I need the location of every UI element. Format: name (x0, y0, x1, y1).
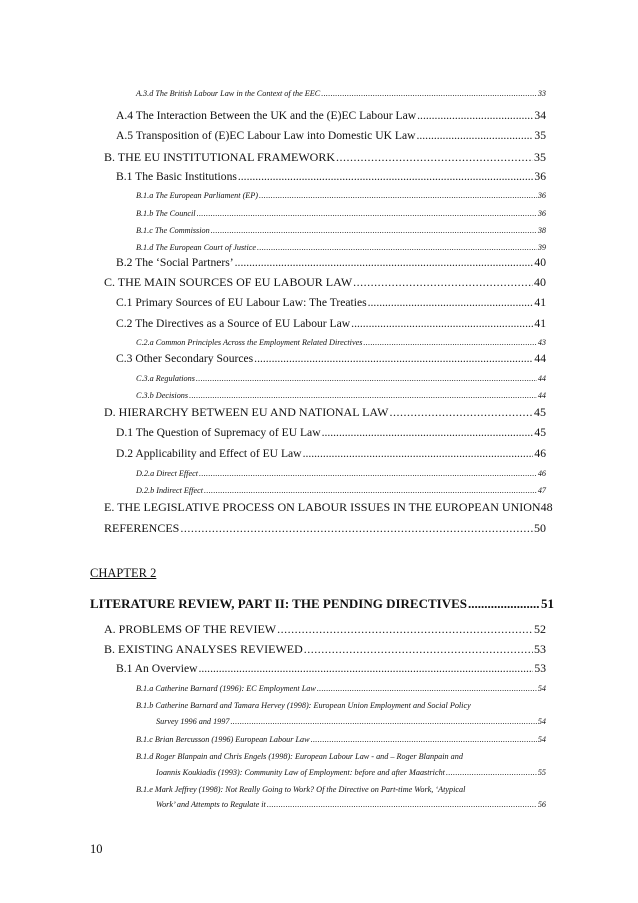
toc-entry[interactable] (116, 109, 546, 122)
toc-entry-page: 45 (534, 426, 546, 439)
toc-entry[interactable] (136, 684, 546, 693)
chapter-page: 51 (541, 596, 554, 611)
toc-entry[interactable] (116, 426, 546, 439)
toc-entry[interactable] (104, 622, 546, 637)
leader-dots (204, 486, 537, 495)
toc-entry-page: 36 (534, 170, 546, 183)
toc-entry[interactable] (104, 275, 546, 290)
toc-entry-title: C. THE MAIN SOURCES OF EU LABOUR LAW (104, 275, 353, 289)
leader-dots (196, 374, 537, 383)
leader-dots (254, 352, 533, 365)
leader-dots (446, 768, 537, 777)
toc-entry-page: 53 (534, 662, 546, 675)
toc-entry-page: 54 (537, 684, 546, 693)
toc-entry[interactable] (104, 405, 546, 420)
toc-entry-title-line1: B.1.d Roger Blanpain and Chris Engels (1998): European Labour Law - and – Roger Blanpain and (136, 752, 463, 761)
toc-entry-title: A.4 The Interaction Between the UK and the (E)EC Labour Law (116, 109, 417, 122)
toc-entry-title: B.1 The Basic Institutions (116, 170, 237, 183)
leader-dots (417, 109, 533, 122)
leader-dots (235, 256, 534, 269)
toc-entry[interactable] (136, 338, 546, 347)
leader-dots (468, 596, 540, 612)
toc-entry-page: 52 (534, 622, 546, 636)
toc-entry-page: 34 (534, 109, 546, 122)
toc-entry-page: 41 (534, 296, 546, 309)
toc-entry[interactable] (136, 486, 546, 495)
leader-dots (416, 129, 533, 142)
leader-dots (389, 405, 533, 420)
toc-entry[interactable] (116, 296, 546, 309)
toc-entry[interactable] (136, 226, 546, 235)
toc-entry-title-line1: B.1.b Catherine Barnard and Tamara Hervey (1998): European Union Employment and Social Policy (136, 701, 471, 710)
toc-entry[interactable] (116, 256, 546, 269)
toc-entry-title: D. HIERARCHY BETWEEN EU AND NATIONAL LAW (104, 405, 389, 419)
toc-entry-page: 50 (534, 521, 546, 535)
leader-dots (336, 150, 533, 165)
toc-entry-title: B.1.b The Council (136, 209, 196, 218)
leader-dots (351, 317, 533, 330)
toc-entry[interactable] (136, 735, 546, 744)
toc-entry[interactable] (116, 129, 546, 142)
leader-dots (353, 275, 533, 290)
leader-dots (304, 642, 533, 657)
toc-entry-page: 44 (537, 374, 546, 383)
toc-entry[interactable] (156, 717, 546, 726)
leader-dots (230, 717, 536, 726)
toc-entry[interactable] (116, 317, 546, 330)
toc-entry-title: D.2.a Direct Effect (136, 469, 198, 478)
toc-entry[interactable] (136, 469, 546, 478)
toc-entry-title: C.3 Other Secondary Sources (116, 352, 254, 365)
toc-entry[interactable] (136, 391, 546, 400)
leader-dots (259, 191, 537, 200)
toc-entry[interactable] (136, 89, 546, 98)
toc-entry-title: C.1 Primary Sources of EU Labour Law: The Treaties (116, 296, 367, 309)
toc-entry-page: 39 (537, 243, 546, 252)
toc-entry-title: B.2 The ‘Social Partners’ (116, 256, 234, 269)
toc-entry-page: 55 (537, 768, 546, 777)
toc-entry-title: C.3.b Decisions (136, 391, 189, 400)
toc-entry-page: 47 (537, 486, 546, 495)
toc-entry-page: 36 (537, 191, 546, 200)
leader-dots (189, 391, 537, 400)
toc-entry-title: B.1.c The Commission (136, 226, 210, 235)
toc-entry-page: 54 (537, 717, 546, 726)
leader-dots (257, 243, 537, 252)
toc-entry-page: 54 (537, 735, 546, 744)
toc-entry-page: 33 (537, 89, 546, 98)
toc-entry-page: 44 (537, 391, 546, 400)
chapter-title-entry[interactable] (90, 596, 554, 612)
leader-dots (180, 521, 533, 536)
leader-dots (211, 226, 537, 235)
leader-dots (198, 662, 533, 675)
toc-entry-page: 36 (537, 209, 546, 218)
toc-entry[interactable] (116, 662, 546, 675)
toc-entry-title: C.2 The Directives as a Source of EU Labour Law (116, 317, 351, 330)
toc-entry-title: B.1.a The European Parliament (EP) (136, 191, 259, 200)
chapter-title: LITERATURE REVIEW, PART II: THE PENDING DIRECTIVES (90, 596, 467, 611)
toc-entry-page: 35 (534, 129, 546, 142)
toc-entry-page: 40 (534, 275, 546, 289)
toc-entry-title: D.2.b Indirect Effect (136, 486, 203, 495)
toc-entry-title: A.5 Transposition of (E)EC Labour Law into Domestic UK Law (116, 129, 416, 142)
toc-entry[interactable] (136, 209, 546, 218)
leader-dots (368, 296, 534, 309)
leader-dots (311, 735, 537, 744)
toc-entry-title: C.3.a Regulations (136, 374, 195, 383)
leader-dots (321, 89, 537, 98)
toc-entry-page: 38 (537, 226, 546, 235)
toc-entry-page: 56 (537, 800, 546, 809)
toc-entry-title-line1: B.1.e Mark Jeffrey (1998): Not Really Going to Work? Of the Directive on Part-time Work, ‘Atypical (136, 785, 466, 794)
leader-dots (199, 469, 537, 478)
toc-entry[interactable] (156, 800, 546, 809)
toc-entry-title: A. PROBLEMS OF THE REVIEW (104, 622, 277, 636)
toc-entry[interactable] (116, 352, 546, 365)
toc-entry-title: B. EXISTING ANALYSES REVIEWED (104, 642, 303, 656)
toc-entry-page: 48 (540, 500, 553, 514)
toc-entry[interactable] (136, 243, 546, 252)
toc-entry-title: E. THE LEGISLATIVE PROCESS ON LABOUR ISSUES IN THE EUROPEAN UNION (104, 500, 541, 514)
toc-entry-title-line2: Work’ and Attempts to Regulate it (156, 800, 266, 809)
toc-entry-page: 43 (537, 338, 546, 347)
toc-entry-title-line2: Ioannis Koukiadis (1993): Community Law of Employment: before and after Maastricht (156, 768, 445, 777)
chapter-label: CHAPTER 2 (90, 566, 157, 580)
toc-entry[interactable] (156, 768, 546, 777)
toc-entry[interactable] (104, 642, 546, 657)
toc-entry-title-line2: Survey 1996 and 1997 (156, 717, 230, 726)
leader-dots (277, 622, 533, 637)
leader-dots (197, 209, 537, 218)
toc-entry-title: B. THE EU INSTITUTIONAL FRAMEWORK (104, 150, 335, 164)
toc-entry-title: A.3.d The British Labour Law in the Context of the EEC (136, 89, 321, 98)
toc-entry-title: D.2 Applicability and Effect of EU Law (116, 447, 302, 460)
toc-entry[interactable] (136, 374, 546, 383)
toc-entry-page: 35 (534, 150, 546, 164)
leader-dots (317, 684, 537, 693)
page-number: 10 (90, 842, 103, 856)
toc-entry-page: 41 (534, 317, 546, 330)
leader-dots (322, 426, 534, 439)
toc-entry-title: REFERENCES (104, 521, 180, 535)
toc-entry-page: 53 (534, 642, 546, 656)
toc-entry[interactable] (136, 191, 546, 200)
toc-entry[interactable] (116, 447, 546, 460)
leader-dots (238, 170, 534, 183)
toc-entry-title: C.2.a Common Principles Across the Employment Related Directives (136, 338, 363, 347)
toc-entry-page: 46 (534, 447, 546, 460)
toc-entry[interactable] (116, 170, 546, 183)
toc-entry[interactable] (104, 150, 546, 165)
toc-entry-title: B.1.a Catherine Barnard (1996): EC Employment Law (136, 684, 316, 693)
leader-dots (303, 447, 534, 460)
toc-entry-page: 45 (534, 405, 546, 419)
toc-entry-title: B.1.d The European Court of Justice (136, 243, 256, 252)
leader-dots (267, 800, 537, 809)
toc-entry-page: 44 (534, 352, 546, 365)
toc-entry-title: D.1 The Question of Supremacy of EU Law (116, 426, 321, 439)
toc-entry-title: B.1 An Overview (116, 662, 198, 675)
toc-entry-page: 40 (534, 256, 546, 269)
leader-dots (363, 338, 536, 347)
toc-entry[interactable] (104, 500, 553, 515)
toc-entry[interactable] (104, 521, 546, 536)
toc-entry-title: B.1.c Brian Bercusson (1996) European Labour Law (136, 735, 310, 744)
toc-entry-page: 46 (537, 469, 546, 478)
